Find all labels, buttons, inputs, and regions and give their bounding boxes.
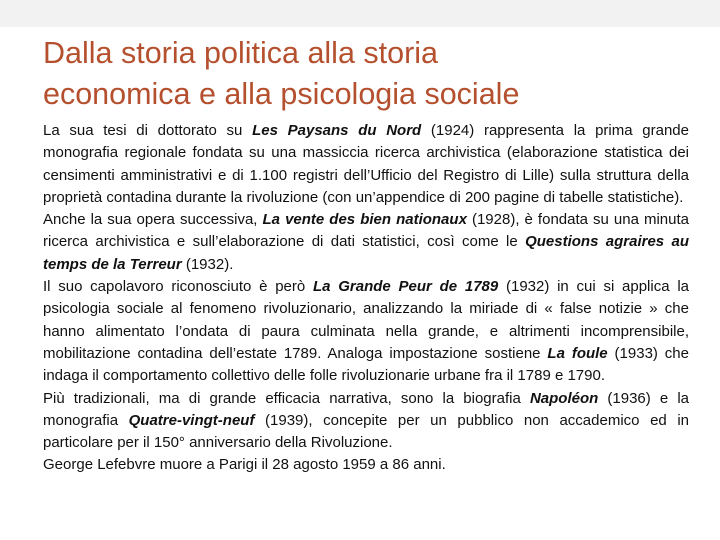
p4-text-e: (1939), concepite per un pubblico non accademico ed in particolare per il 150° anniversario della Rivoluzione. (43, 411, 689, 452)
p1-text-c: (1924) rappresenta la prima grande monografia regionale fondata su una massiccia ricerca archivistica (elaborazione statistica dei censimenti amministrativi e di 1.100 registri dell’Ufficio del Registro di Lille) sulla struttura della proprietà contadina durante la rivoluzione (con un’appendice di 200 pagine di tabelle statistiche). (43, 122, 689, 206)
title-line-1: Dalla storia politica alla storia (43, 36, 438, 70)
paragraph-1 (43, 120, 689, 209)
p3-text-e: (1933) che indaga il comportamento collettivo delle folle rivoluzionarie urbane fra il 1789 e 1790. (43, 344, 689, 385)
paragraph-4 (43, 388, 689, 455)
p1-text-a: La sua tesi di dottorato su (43, 122, 253, 139)
p5-text-a: George Lefebvre muore a Parigi il 28 agosto 1959 a 86 anni. (43, 456, 446, 474)
book-title-la-vente: La vente des bien nationaux (262, 211, 467, 229)
slide-title (43, 33, 703, 115)
paragraph-5 (43, 454, 689, 476)
book-title-quatre-vingt-neuf: Quatre-vingt-neuf (128, 411, 255, 429)
book-title-questions-agraires: Questions agraires au temps de la Terreur (43, 233, 689, 273)
p2-text-c: (1928), è fondata su una minuta ricerca archivistica e sull’elaborazione di dati statistici, così come le (43, 211, 690, 251)
book-title-la-grande-peur: La Grande Peur de 1789 (312, 278, 499, 296)
top-band (0, 0, 720, 27)
paragraph-2 (43, 209, 689, 276)
book-title-napoleon: Napoléon (529, 389, 599, 407)
p4-text-a: Più tradizionali, ma di grande efficacia narrativa, sono la biografia (43, 389, 530, 407)
paragraph-3 (43, 276, 689, 387)
p3-text-a: Il suo capolavoro riconosciuto è però (43, 278, 313, 296)
p2-text-a: Anche la sua opera successiva, (43, 211, 263, 229)
book-title-la-foule: La foule (547, 344, 608, 362)
p3-text-c: (1932) in cui si applica la psicologia sociale al fenomeno rivoluzionario, analizzando la miriade di « false notizie » che hanno alimentato l’ondata di paura culminata nella grande, e altrimenti incomprensibile, mobilitazione contadina dell’estate 1789. Analoga impostazione sostiene (43, 278, 689, 362)
title-line-2: economica e alla psicologia sociale (43, 77, 520, 111)
book-title-les-paysans-du-nord: Les Paysans du Nord (252, 122, 422, 139)
slide-body (43, 120, 689, 477)
p2-text-e: (1932). (181, 255, 234, 273)
p4-text-c: (1936) e la monografia (43, 389, 689, 429)
